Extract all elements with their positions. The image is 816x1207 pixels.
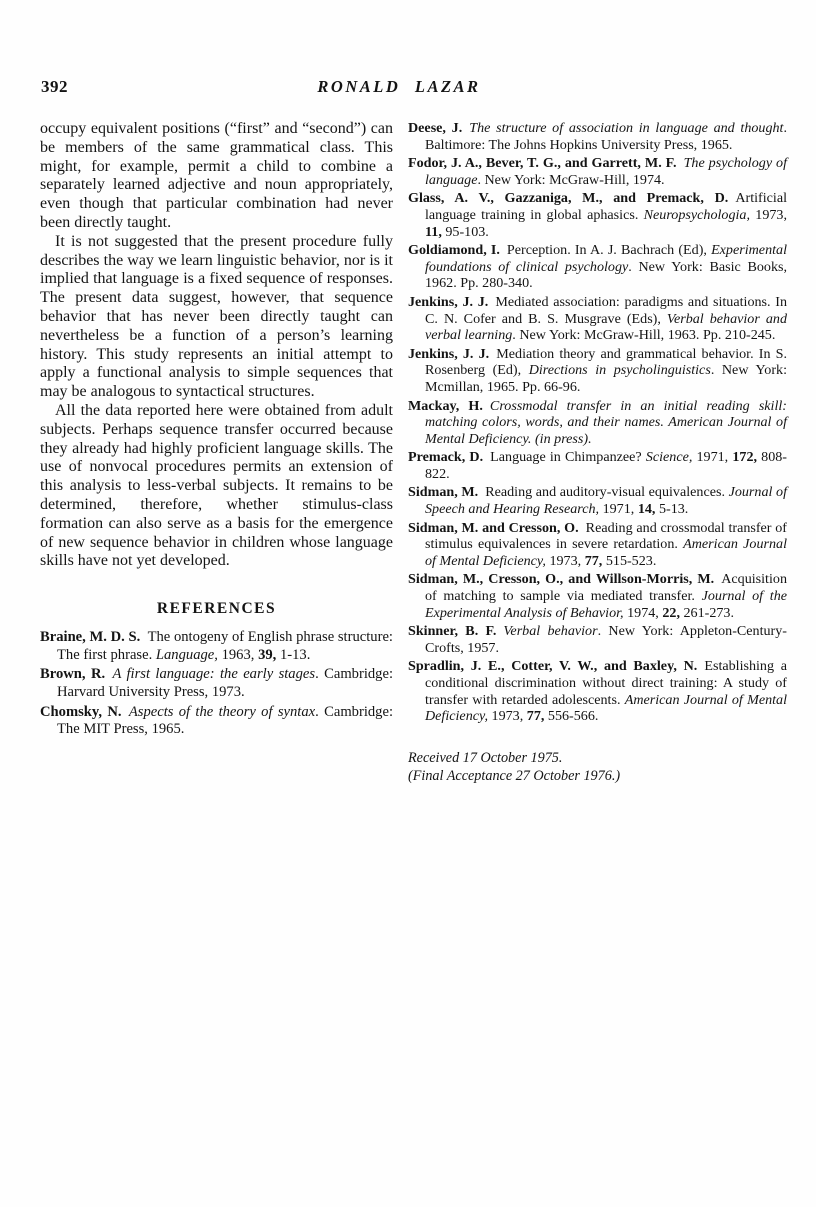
reference-segment: Journal of Speech and Hearing Research,: [425, 484, 787, 518]
reference-segment: . Cambridge: The MIT Press, 1965.: [57, 703, 394, 738]
reference-segment: Brown, R.: [40, 666, 106, 683]
reference-segment: Aspects of the theory of syntax: [128, 703, 316, 720]
reference-item: [408, 520, 787, 570]
reference-segment: Mediated association: paradigms and situations. In C. N. Cofer and B. S. Musgrave (Eds),: [425, 293, 787, 327]
reference-item: [40, 666, 393, 701]
final-acceptance-note: (Final Acceptance 27 October 1976.): [408, 767, 621, 784]
reference-segment: Fodor, J. A., Bever, T. G., and Garrett, M. F.: [408, 155, 677, 172]
reference-segment: 261-273.: [679, 604, 735, 621]
reference-segment: . New York: Mcmillan, 1965. Pp. 66-96.: [425, 362, 787, 395]
reference-segment: Sidman, M.: [408, 484, 479, 501]
reference-segment: . New York: McGraw-Hill, 1963. Pp. 210-245.: [512, 327, 776, 344]
reference-segment: 11,: [425, 223, 442, 240]
reference-segment: 5-13.: [655, 501, 689, 518]
reference-segment: American Journal of Mental Deficiency,: [425, 691, 787, 725]
reference-segment: Skinner, B. F.: [408, 623, 497, 640]
reference-segment: Perception. In A. J. Bachrach (Ed),: [499, 242, 712, 259]
page-header: [40, 77, 786, 99]
references-list-left: [40, 629, 393, 739]
reference-segment: 95-103.: [441, 223, 489, 240]
received-note: Received 17 October 1975.: [408, 749, 563, 766]
reference-item: [408, 346, 787, 396]
reference-segment: . New York: Basic Books, 1962. Pp. 280-340.: [425, 258, 787, 292]
reference-segment: Mackay, H.: [408, 397, 483, 414]
reference-item: [408, 294, 787, 344]
reference-item: [408, 398, 787, 448]
reference-segment: Jenkins, J. J.: [408, 293, 489, 310]
reference-segment: Neuropsychologia,: [643, 206, 750, 223]
references-list-right: [408, 120, 787, 725]
reference-segment: Language,: [155, 646, 218, 663]
body-paragraph: All the data reported here were obtained from adult subjects. Perhaps sequence transfer occurred because they already had highly proficient language skills. The use of nonvocal procedures permits an extension of this analysis to less-verbal subjects. It remains to be determined, therefore, whether stimulus-class formation can also serve as a basis for the emergence of new sequence behavior in children whose language skills have not yet developed.: [40, 401, 393, 570]
reference-segment: American Journal of Mental Deficiency,: [425, 536, 787, 569]
reference-item: [408, 658, 787, 724]
reference-segment: Spradlin, J. E., Cotter, V. W., and Baxley, N.: [408, 658, 698, 675]
reference-item: [408, 120, 787, 153]
reference-item: [408, 484, 787, 517]
reference-segment: 1963,: [217, 646, 259, 663]
reference-segment: Glass, A. V., Gazzaniga, M., and Premack, D.: [408, 190, 729, 207]
reference-segment: 1974,: [623, 604, 663, 621]
reference-segment: 1971,: [599, 501, 638, 518]
reference-item: [40, 629, 393, 664]
reference-segment: 22,: [662, 604, 680, 621]
body-paragraph: occupy equivalent positions (“first” and “second”) can be members of the same grammatical class. This might, for example, permit a child to combine a separately learned adjective and noun appropriately, even though that particular combination had never been directly taught.: [40, 120, 393, 231]
reference-segment: . Cambridge: Harvard University Press, 1973.: [57, 666, 394, 700]
reference-segment: Chomsky, N.: [40, 703, 122, 720]
reference-segment: 14,: [637, 501, 656, 518]
reference-segment: 808-822.: [425, 449, 788, 482]
reference-segment: Premack, D.: [408, 449, 484, 466]
reference-segment: The ontogeny of English phrase structure: The first phrase.: [57, 629, 393, 663]
reference-segment: Reading and auditory-visual equivalences.: [478, 484, 729, 501]
reference-item: [408, 242, 787, 292]
reference-segment: . New York: McGraw-Hill, 1974.: [477, 171, 665, 188]
reference-segment: Experimental foundations of clinical psychology: [425, 242, 787, 275]
left-column: [40, 120, 393, 741]
reference-segment: 172,: [732, 449, 758, 466]
reference-segment: Establishing a conditional discrimination without direct training: A study of transfer with retarded adolescents.: [425, 658, 788, 708]
reference-segment: 1973,: [488, 708, 527, 725]
reference-segment: . New York: Appleton-Century-Crofts, 1957.: [425, 623, 787, 656]
reference-segment: [677, 155, 684, 171]
reference-segment: Verbal behavior: [503, 623, 598, 640]
reference-segment: . Baltimore: The Johns Hopkins University Press, 1965.: [425, 120, 788, 153]
reference-segment: [122, 704, 129, 720]
reference-item: [408, 571, 787, 621]
reference-segment: 515-523.: [602, 552, 657, 569]
reference-item: [408, 190, 787, 240]
reference-segment: Deese, J.: [408, 120, 463, 136]
reference-segment: Sidman, M., Cresson, O., and Willson-Morris, M.: [408, 571, 715, 588]
reference-item: [40, 704, 393, 739]
reference-segment: Language in Chimpanzee?: [483, 449, 646, 466]
reference-segment: 1973,: [749, 206, 787, 223]
reference-segment: Science,: [645, 449, 693, 466]
reference-segment: 77,: [584, 552, 603, 569]
reference-segment: Crossmodal transfer in an initial reading skill: matching colors, words, and their names. American Journal of Mental Deficiency. (in press).: [425, 397, 787, 447]
reference-segment: The structure of association in language and thought: [469, 120, 784, 136]
reference-segment: [483, 398, 490, 414]
reference-segment: The psychology of language: [425, 155, 787, 188]
body-paragraph: It is not suggested that the present procedure fully describes the way we learn linguistic behavior, nor is it implied that language is a fixed sequence of responses. The present data suggest, however, that sequence behavior that has never been directly taught can nevertheless be a function of a person’s learning history. This study represents an initial attempt to apply a functional analysis to simple sequences that may be analogous to syntactical structures.: [40, 232, 393, 401]
reference-segment: Directions in psycholinguistics: [528, 362, 711, 379]
reference-segment: Acquisition of matching to sample via mediated transfer.: [425, 571, 787, 605]
reference-segment: Reading and crossmodal transfer of stimulus equivalences in severe retardation.: [425, 519, 787, 553]
reference-item: [408, 449, 787, 482]
reference-segment: Journal of the Experimental Analysis of Behavior,: [425, 588, 788, 621]
reference-segment: 39,: [258, 646, 277, 663]
reference-segment: 1973,: [545, 552, 585, 569]
reference-segment: Jenkins, J. J.: [408, 345, 490, 362]
reference-segment: 1971,: [692, 449, 733, 466]
reference-segment: Verbal behavior and verbal learning: [425, 310, 787, 344]
references-heading: REFERENCES: [156, 600, 277, 618]
reference-segment: Braine, M. D. S.: [40, 629, 141, 646]
reference-segment: Mediation theory and grammatical behavior. In S. Rosenberg (Ed),: [425, 345, 787, 379]
reference-segment: 77,: [526, 708, 545, 725]
reference-segment: Sidman, M. and Cresson, O.: [408, 519, 579, 536]
reference-segment: A first language: the early stages: [112, 666, 316, 683]
reference-item: [408, 623, 787, 656]
running-head: RONALD LAZAR: [317, 77, 481, 96]
reference-item: [408, 155, 787, 188]
reference-segment: 556-566.: [544, 708, 599, 725]
right-column: [408, 120, 787, 785]
reference-segment: Goldiamond, I.: [408, 242, 500, 259]
reference-segment: Artificial language training in global aphasics.: [425, 190, 787, 223]
page-number: 392: [41, 77, 68, 96]
reference-segment: 1-13.: [276, 646, 311, 663]
